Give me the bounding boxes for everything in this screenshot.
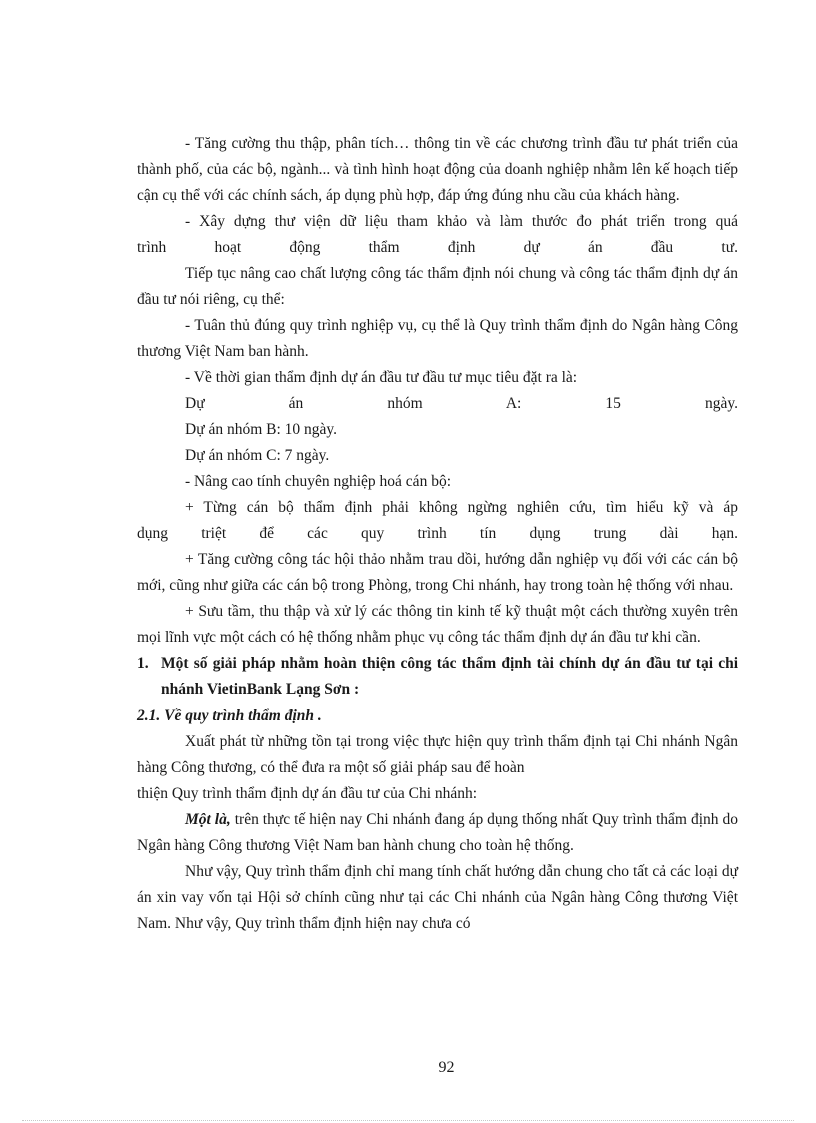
first-point-text: trên thực tế hiện nay Chi nhánh đang áp dụng thống nhất Quy trình thẩm định do Ngân hàng Công thương Việt Nam ban hành chung cho toàn hệ thống. xyxy=(137,811,738,854)
paragraph-information: + Sưu tầm, thu thập và xử lý các thông tin kinh tế kỹ thuật một cách thường xuyên trên mọi lĩnh vực một cách có hệ thống nhằm phục vụ công tác thẩm định dự án đầu tư khi cần. xyxy=(137,603,738,646)
paragraph-professionalism: - Nâng cao tính chuyên nghiệp hoá cán bộ: xyxy=(185,473,451,490)
paragraph-research-line2: dụng triệt để các quy trình tín dụng trung dài hạn. xyxy=(137,525,738,542)
section-heading-number: 1. xyxy=(137,655,149,672)
paragraph-library-line2: trình hoạt động thẩm định dự án đầu tư. xyxy=(137,239,738,256)
page-body xyxy=(137,131,738,937)
paragraph-quality: Tiếp tục nâng cao chất lượng công tác thẩm định nói chung và công tác thẩm định dự án đầu tư nói riêng, cụ thể: xyxy=(137,265,738,308)
page-bottom-divider xyxy=(22,1120,794,1121)
paragraph-info-collection: - Tăng cường thu thập, phân tích… thông tin về các chương trình đầu tư phát triển của thành phố, của các bộ, ngành... và tình hình hoạt động của doanh nghiệp nhằm lên kế hoạch tiếp cận cụ thể với các chính sách, áp dụng phù hợp, đáp ứng đúng nhu cầu của khách hàng. xyxy=(137,135,738,204)
paragraph-time-target: - Về thời gian thẩm định dự án đầu tư đầu tư mục tiêu đặt ra là: xyxy=(185,369,578,386)
page-number: 92 xyxy=(438,1059,455,1076)
first-point-lead: Một là, xyxy=(185,811,231,828)
paragraph-origin: Xuất phát từ những tồn tại trong việc thực hiện quy trình thẩm định tại Chi nhánh Ngân hàng Công thương, có thể đưa ra một số giải pháp sau để hoàn xyxy=(137,733,738,776)
paragraph-research-line1: + Từng cán bộ thẩm định phải không ngừng nghiên cứu, tìm hiểu kỹ và áp xyxy=(185,499,738,516)
paragraph-conclusion: Như vậy, Quy trình thẩm định chỉ mang tính chất hướng dẫn chung cho tất cả các loại dự án xin vay vốn tại Hội sở chính cũng như tại các Chi nhánh của Ngân hàng Công thương Việt Nam. Như vậy, Quy trình thẩm định hiện nay chưa có xyxy=(137,863,738,932)
paragraph-workshops: + Tăng cường công tác hội thảo nhằm trau dồi, hướng dẫn nghiệp vụ đối với các cán bộ mới, cũng như giữa các cán bộ trong Phòng, trong Chi nhánh, hay trong toàn hệ thống với nhau. xyxy=(137,551,738,594)
paragraph-first-point xyxy=(137,807,738,859)
section-heading xyxy=(137,651,738,703)
paragraph-group-c: Dự án nhóm C: 7 ngày. xyxy=(185,447,330,464)
paragraph-group-a: Dự án nhóm A: 15 ngày. xyxy=(185,395,738,412)
subsection-heading: 2.1. Về quy trình thẩm định . xyxy=(137,707,322,724)
paragraph-library-line1: - Xây dựng thư viện dữ liệu tham khảo và làm thước đo phát triển trong quá xyxy=(185,213,738,230)
paragraph-origin-end: thiện Quy trình thẩm định dự án đầu tư của Chi nhánh: xyxy=(137,785,478,802)
section-heading-text: Một số giải pháp nhằm hoàn thiện công tác thẩm định tài chính dự án đầu tư tại chi nhánh VietinBank Lạng Sơn : xyxy=(161,655,738,698)
paragraph-group-b: Dự án nhóm B: 10 ngày. xyxy=(185,421,338,438)
paragraph-compliance: - Tuân thủ đúng quy trình nghiệp vụ, cụ thể là Quy trình thẩm định do Ngân hàng Công thương Việt Nam ban hành. xyxy=(137,317,738,360)
